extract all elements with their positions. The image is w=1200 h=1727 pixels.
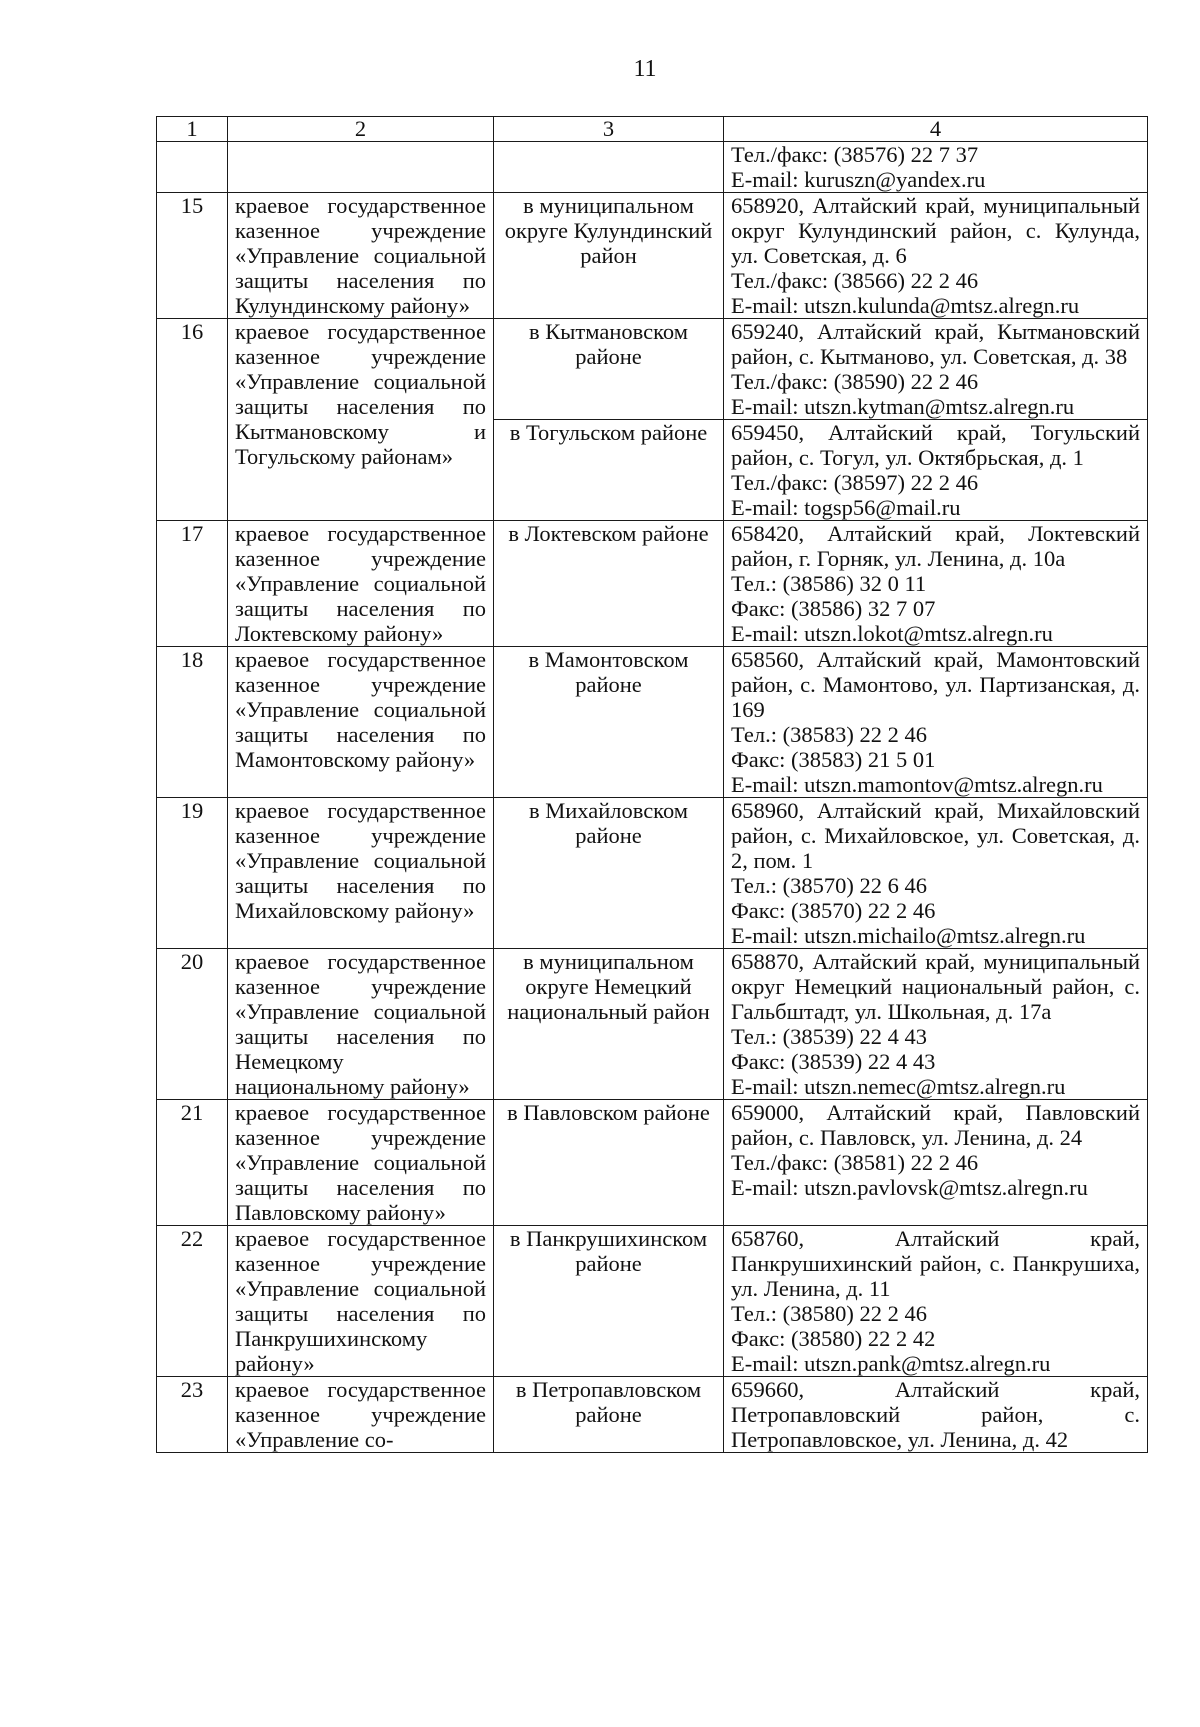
contact-line: Тел./факс: (38590) 22 2 46 — [731, 369, 979, 394]
postal-address: 658420, Алтайский край, Локтевский район, г. Горняк, ул. Ленина, д. 10а — [731, 521, 1140, 571]
address-cell — [724, 798, 1148, 949]
contact-line: Факс: (38580) 22 2 42 — [731, 1326, 936, 1351]
postal-address: 658870, Алтайский край, муниципальный округ Немецкий национальный район, с. Гальбштадт, ул. Школьная, д. 17а — [731, 949, 1140, 1024]
contact-line: Тел./факс: (38576) 22 7 37 — [731, 142, 979, 167]
address-cell — [724, 319, 1148, 420]
column-header-row — [157, 117, 1148, 142]
organization-cell: краевое государственное казенное учреждение «Управление социальной защиты населения по Панкрушихинскому району» — [228, 1226, 494, 1377]
organization-cell — [228, 142, 494, 193]
row-number-cell: 15 — [157, 193, 228, 319]
email-line: E-mail: utszn.mamontov@mtsz.alregn.ru — [731, 772, 1103, 797]
email-line: E-mail: togsp56@mail.ru — [731, 495, 961, 520]
row-number-cell: 16 — [157, 319, 228, 521]
postal-address: 658920, Алтайский край, муниципальный округ Кулундинский район, с. Кулунда, ул. Советская, д. 6 — [731, 193, 1140, 268]
email-line: E-mail: utszn.pank@mtsz.alregn.ru — [731, 1351, 1051, 1376]
postal-address: 658760, Алтайский край, Панкрушихинский район, с. Панкрушиха, ул. Ленина, д. 11 — [731, 1226, 1140, 1301]
contact-line: Факс: (38539) 22 4 43 — [731, 1049, 936, 1074]
address-cell — [724, 647, 1148, 798]
row-number-cell: 22 — [157, 1226, 228, 1377]
address-cell — [724, 1100, 1148, 1226]
table-row — [157, 798, 1148, 949]
row-number-cell — [157, 142, 228, 193]
table-row — [157, 193, 1148, 319]
contact-line: Факс: (38570) 22 2 46 — [731, 898, 936, 923]
email-line: E-mail: utszn.pavlovsk@mtsz.alregn.ru — [731, 1175, 1088, 1200]
organization-cell: краевое государственное казенное учреждение «Управление социальной защиты населения по Немецкому национальному району» — [228, 949, 494, 1100]
location-cell: в Локтевском районе — [494, 521, 724, 647]
row-number-cell: 20 — [157, 949, 228, 1100]
column-header: 3 — [494, 117, 724, 142]
address-cell — [724, 521, 1148, 647]
organization-cell: краевое государственное казенное учреждение «Управление социальной защиты населения по Мамонтовскому району» — [228, 647, 494, 798]
contact-line: Тел.: (38583) 22 2 46 — [731, 722, 927, 747]
row-number-cell: 17 — [157, 521, 228, 647]
postal-address: 658560, Алтайский край, Мамонтовский район, с. Мамонтово, ул. Партизанская, д. 169 — [731, 647, 1140, 722]
address-cell — [724, 193, 1148, 319]
postal-address: 659240, Алтайский край, Кытмановский район, с. Кытманово, ул. Советская, д. 38 — [731, 319, 1140, 369]
location-cell: в Тогульском районе — [494, 420, 724, 521]
organization-cell: краевое государственное казенное учреждение «Управление социальной защиты населения по Михайловскому району» — [228, 798, 494, 949]
page-number: 11 — [633, 56, 657, 82]
table-row — [157, 1100, 1148, 1226]
row-number-cell: 21 — [157, 1100, 228, 1226]
contact-line: Тел./факс: (38581) 22 2 46 — [731, 1150, 979, 1175]
contact-line: Тел./факс: (38597) 22 2 46 — [731, 470, 979, 495]
contact-line: Тел.: (38539) 22 4 43 — [731, 1024, 927, 1049]
registry-table — [156, 116, 1148, 1453]
contact-line: Тел.: (38580) 22 2 46 — [731, 1301, 927, 1326]
postal-address: 658960, Алтайский край, Михайловский район, с. Михайловское, ул. Советская, д. 2, пом. 1 — [731, 798, 1140, 873]
location-cell: в Кытмановском районе — [494, 319, 724, 420]
continuation-row — [157, 142, 1148, 193]
postal-address: 659450, Алтайский край, Тогульский район, с. Тогул, ул. Октябрьская, д. 1 — [731, 420, 1140, 470]
location-cell: в Михайловском районе — [494, 798, 724, 949]
column-header: 1 — [157, 117, 228, 142]
location-cell: в муниципальном округе Кулундинский район — [494, 193, 724, 319]
row-number-cell: 23 — [157, 1377, 228, 1453]
contact-line: Тел./факс: (38566) 22 2 46 — [731, 268, 979, 293]
column-header: 4 — [724, 117, 1148, 142]
email-line: E-mail: utszn.nemec@mtsz.alregn.ru — [731, 1074, 1066, 1099]
table-row — [157, 319, 1148, 420]
location-cell — [494, 142, 724, 193]
row-number-cell: 18 — [157, 647, 228, 798]
contact-line: Тел.: (38586) 32 0 11 — [731, 571, 927, 596]
organization-cell: краевое государственное казенное учреждение «Управление социальной защиты населения по Кытмановскому и Тогульскому районам» — [228, 319, 494, 521]
organization-cell: краевое государственное казенное учреждение «Управление социальной защиты населения по Кулундинскому району» — [228, 193, 494, 319]
table-row — [157, 521, 1148, 647]
row-number-cell: 19 — [157, 798, 228, 949]
location-cell: в Панкрушихинском районе — [494, 1226, 724, 1377]
email-line: E-mail: utszn.kytman@mtsz.alregn.ru — [731, 394, 1075, 419]
email-line: E-mail: kuruszn@yandex.ru — [731, 167, 986, 192]
address-cell — [724, 949, 1148, 1100]
table-row — [157, 1377, 1148, 1453]
column-header: 2 — [228, 117, 494, 142]
location-cell: в муниципальном округе Немецкий национальный район — [494, 949, 724, 1100]
email-line: E-mail: utszn.michailo@mtsz.alregn.ru — [731, 923, 1086, 948]
location-cell: в Петропавловском районе — [494, 1377, 724, 1453]
contact-line: Факс: (38586) 32 7 07 — [731, 596, 936, 621]
table-row — [157, 647, 1148, 798]
email-line: E-mail: utszn.kulunda@mtsz.alregn.ru — [731, 293, 1080, 318]
address-cell — [724, 420, 1148, 521]
address-cell — [724, 1377, 1148, 1453]
postal-address: 659660, Алтайский край, Петропавловский район, с. Петропавловское, ул. Ленина, д. 42 — [731, 1377, 1140, 1452]
organization-cell: краевое государственное казенное учреждение «Управление социальной защиты населения по Локтевскому району» — [228, 521, 494, 647]
table-row — [157, 949, 1148, 1100]
email-line: E-mail: utszn.lokot@mtsz.alregn.ru — [731, 621, 1053, 646]
location-cell: в Павловском районе — [494, 1100, 724, 1226]
organization-cell: краевое государственное казенное учреждение «Управление со- — [228, 1377, 494, 1453]
address-cell — [724, 142, 1148, 193]
organization-cell: краевое государственное казенное учреждение «Управление социальной защиты населения по Павловскому району» — [228, 1100, 494, 1226]
contact-line: Факс: (38583) 21 5 01 — [731, 747, 936, 772]
table-row — [157, 1226, 1148, 1377]
address-cell — [724, 1226, 1148, 1377]
contact-line: Тел.: (38570) 22 6 46 — [731, 873, 927, 898]
location-cell: в Мамонтовском районе — [494, 647, 724, 798]
postal-address: 659000, Алтайский край, Павловский район, с. Павловск, ул. Ленина, д. 24 — [731, 1100, 1140, 1150]
